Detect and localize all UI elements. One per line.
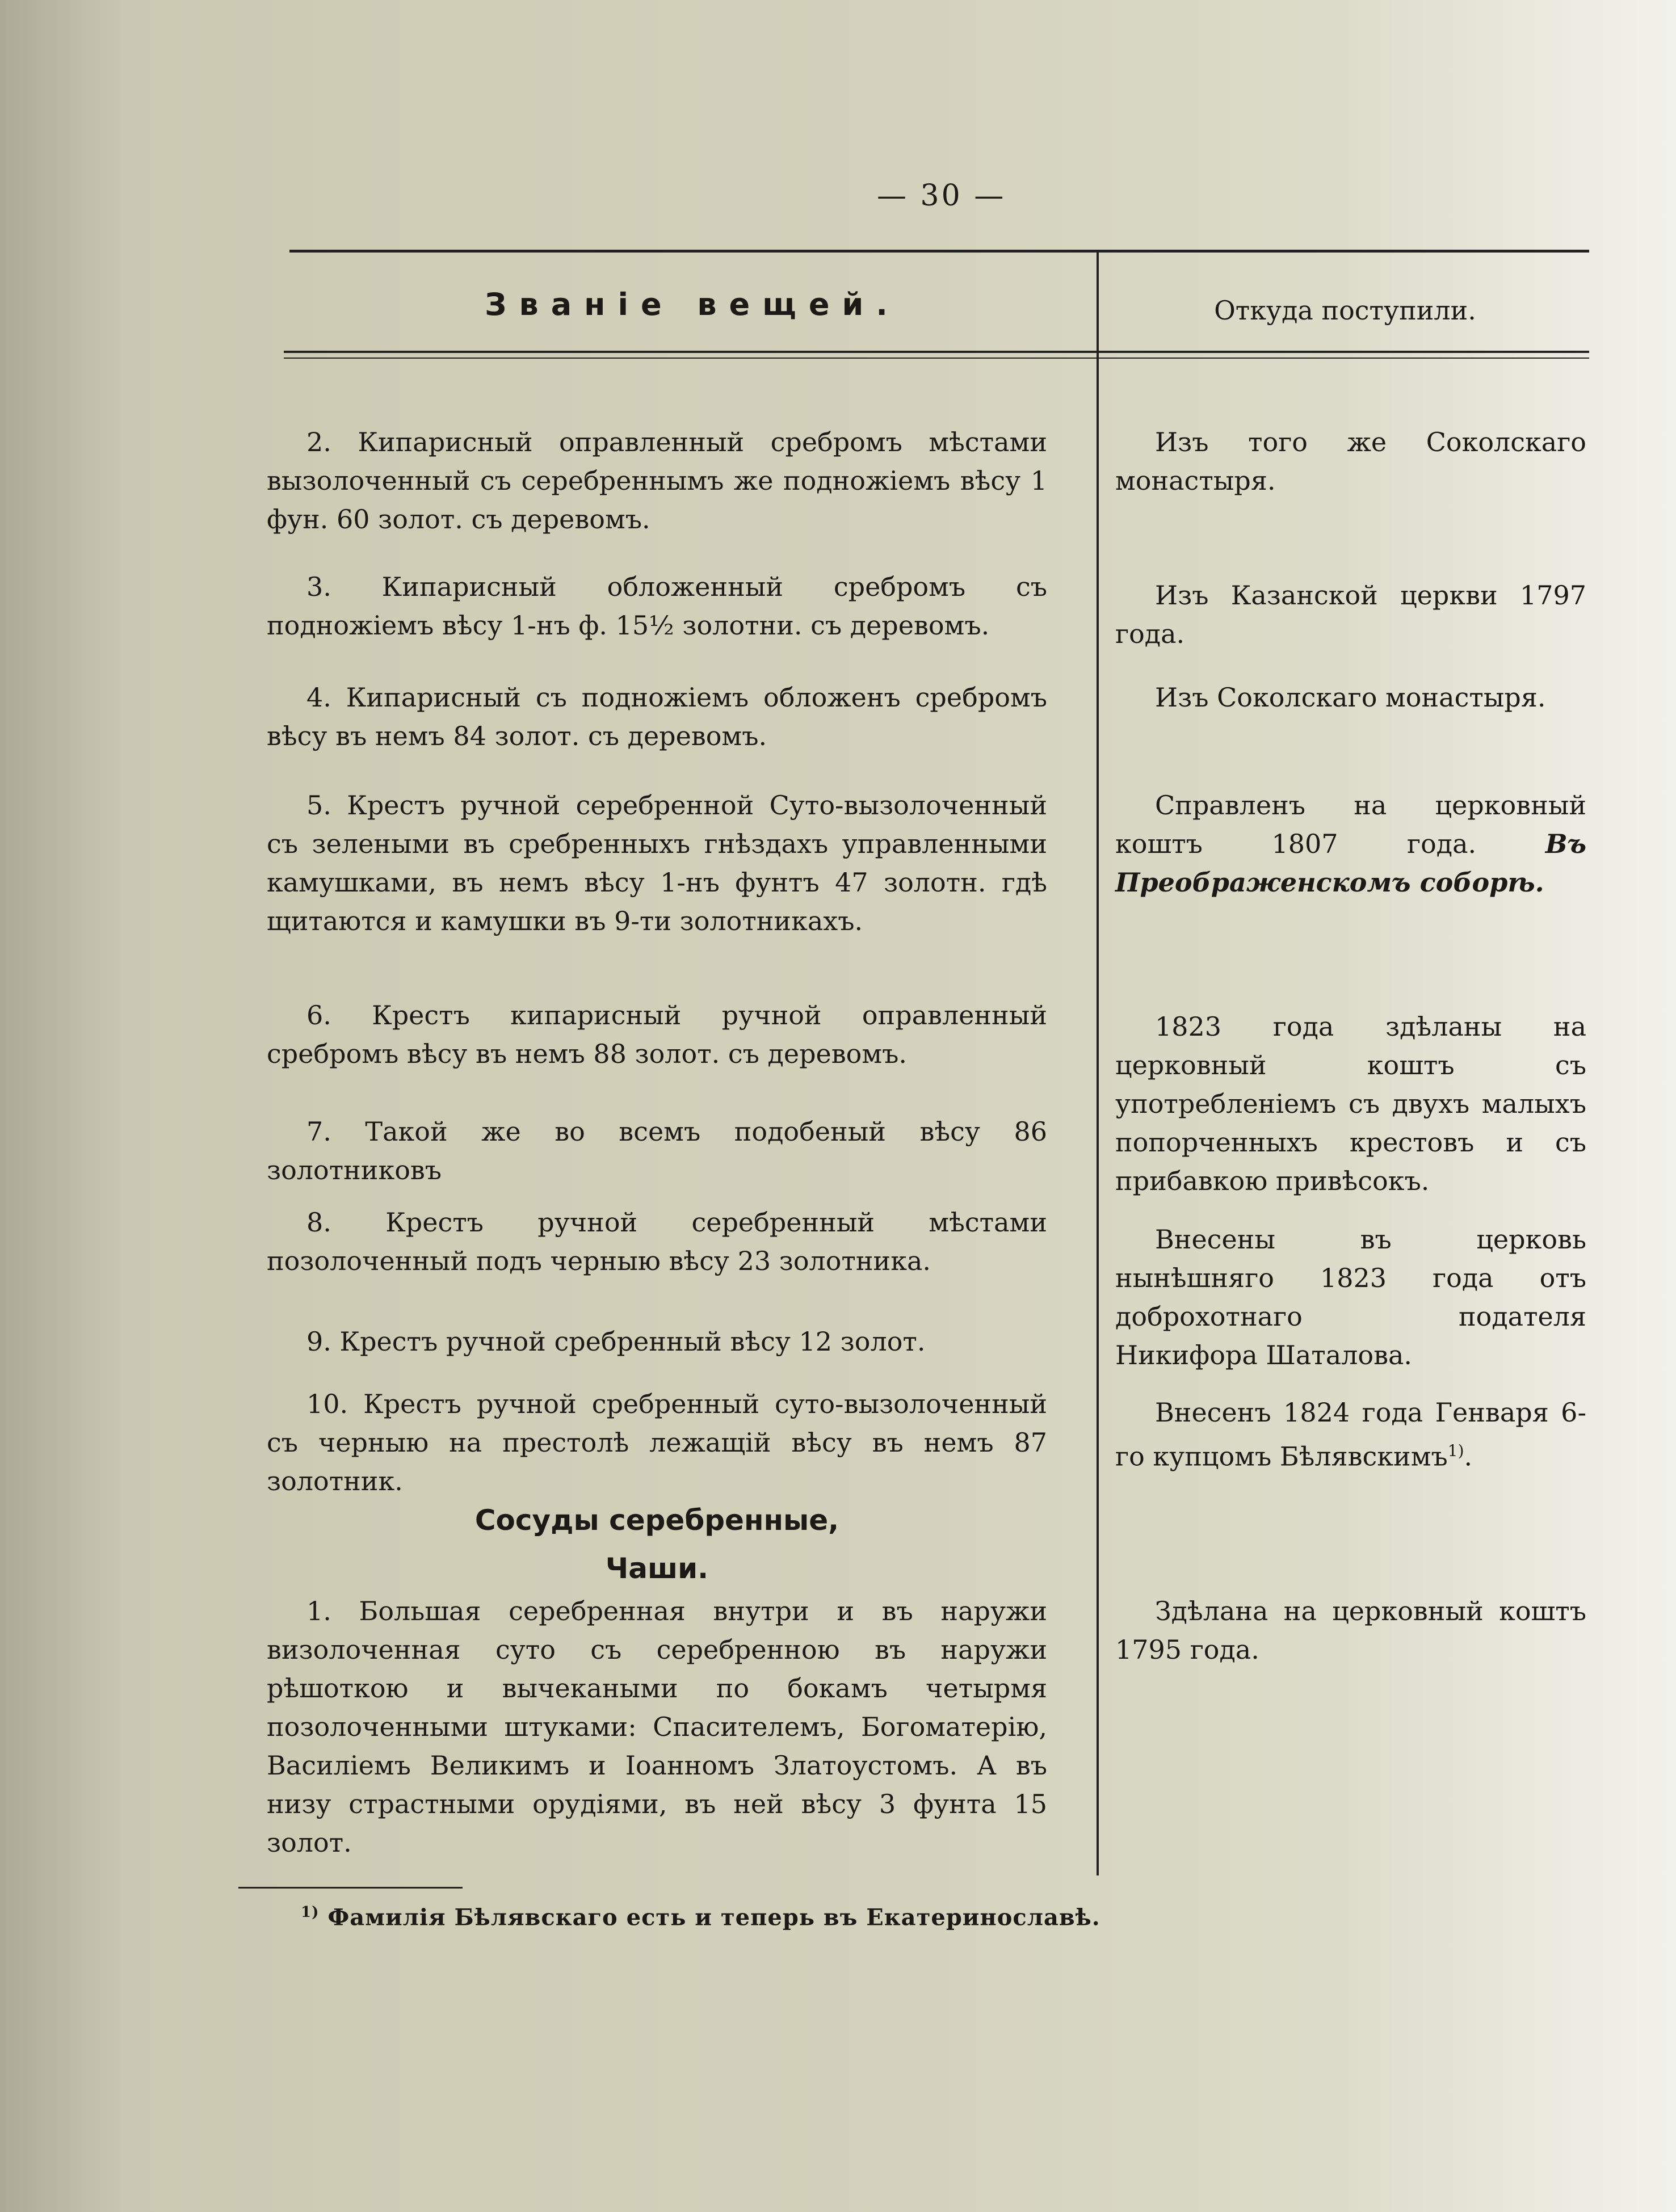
list-item: 10. Крестъ ручной сребренный суто-вызолоченный съ черныю на престолѣ лежащій вѣсу въ немъ 87 золотник. <box>267 1389 1047 1496</box>
source-item: Внесены въ церковь нынѣшняго 1823 года отъ доброхотнаго подателя Никифора Шаталова. <box>1115 1224 1586 1370</box>
list-item: 6. Крестъ кипарисный ручной оправленный сребромъ вѣсу въ немъ 88 золот. съ деревомъ. <box>267 1000 1047 1069</box>
source-item: Справленъ на церковный коштъ 1807 года. Въ Преображенскомъ соборѣ. <box>1115 790 1587 898</box>
header-bottom-rule-2 <box>284 358 1589 359</box>
page-number: — 30 — <box>877 179 1006 213</box>
subsection-heading: Чаши. <box>605 1552 709 1585</box>
footnote-ref: 1) <box>1447 1441 1464 1460</box>
italic-note: Въ Преображенскомъ соборѣ. <box>1115 829 1587 898</box>
header-sources: Откуда поступили. <box>1214 295 1476 326</box>
list-item: 5. Крестъ ручной серебренной Суто-вызолоченный съ зелеными въ сребренныхъ гнѣздахъ управленными камушками, въ немъ вѣсу 1-нъ фунтъ 47 золотн. гдѣ щитаются и камушки въ 9-ти золотникахъ. <box>267 790 1047 936</box>
source-item: Изъ Соколскаго монастыря. <box>1155 682 1546 713</box>
list-item: 8. Крестъ ручной серебренный мѣстами позолоченный подъ черныю вѣсу 23 золотника. <box>267 1207 1047 1276</box>
footnote-text: Фамилія Бѣлявскаго есть и теперь въ Екатеринославѣ. <box>327 1904 1100 1931</box>
header-item-names: Званіе вещей. <box>485 287 900 322</box>
source-item: Внесенъ 1824 года Генваря 6-го купцомъ Бѣлявскимъ$^{1)}$. <box>1115 1397 1586 1472</box>
section-heading: Сосуды серебренные, <box>474 1504 839 1537</box>
top-rule <box>289 250 1589 253</box>
header-bottom-rule <box>284 351 1589 353</box>
list-item: 7. Такой же во всемъ подобеный вѣсу 86 золотниковъ <box>267 1116 1047 1185</box>
footnote-marker: 1) <box>301 1904 320 1921</box>
source-item: 1823 года здѣланы на церковный коштъ съ употребленіемъ съ двухъ малыхъ попорченныхъ крестовъ и съ прибавкою привѣсокъ. <box>1115 1011 1586 1196</box>
source-item: Изъ того же Соколскаго монастыря. <box>1115 427 1586 496</box>
source-item: Изъ Казанской церкви 1797 года. <box>1115 580 1586 649</box>
footnote <box>301 1904 1100 1931</box>
source-item: Здѣлана на церковный коштъ 1795 года. <box>1115 1596 1586 1665</box>
list-item: 4. Кипарисный съ подножіемъ обложенъ сребромъ вѣсу въ немъ 84 золот. съ деревомъ. <box>267 682 1047 751</box>
page-shadow <box>0 0 125 2212</box>
list-item: 1. Большая серебренная внутри и въ наружи визолоченная суто съ серебренною въ наружи рѣшоткою и вычекаными по бокамъ четырмя позолоченными штуками: Спасителемъ, Богоматерію, Василіемъ Великимъ и Іоанномъ Златоустомъ. А въ низу страстными орудіями, въ ней вѣсу 3 фунта 15 золот. <box>267 1596 1047 1858</box>
column-divider <box>1097 253 1099 1875</box>
footnote-rule <box>238 1887 463 1889</box>
list-item: 3. Кипарисный обложенный сребромъ съ подножіемъ вѣсу 1-нъ ф. 15½ золотни. съ деревомъ. <box>267 571 1047 641</box>
list-item: 2. Кипарисный оправленный сребромъ мѣстами вызолоченный съ серебреннымъ же подножіемъ вѣсу 1 фун. 60 золот. съ деревомъ. <box>267 427 1047 535</box>
list-item: 9. Крестъ ручной сребренный вѣсу 12 золот. <box>306 1326 926 1357</box>
